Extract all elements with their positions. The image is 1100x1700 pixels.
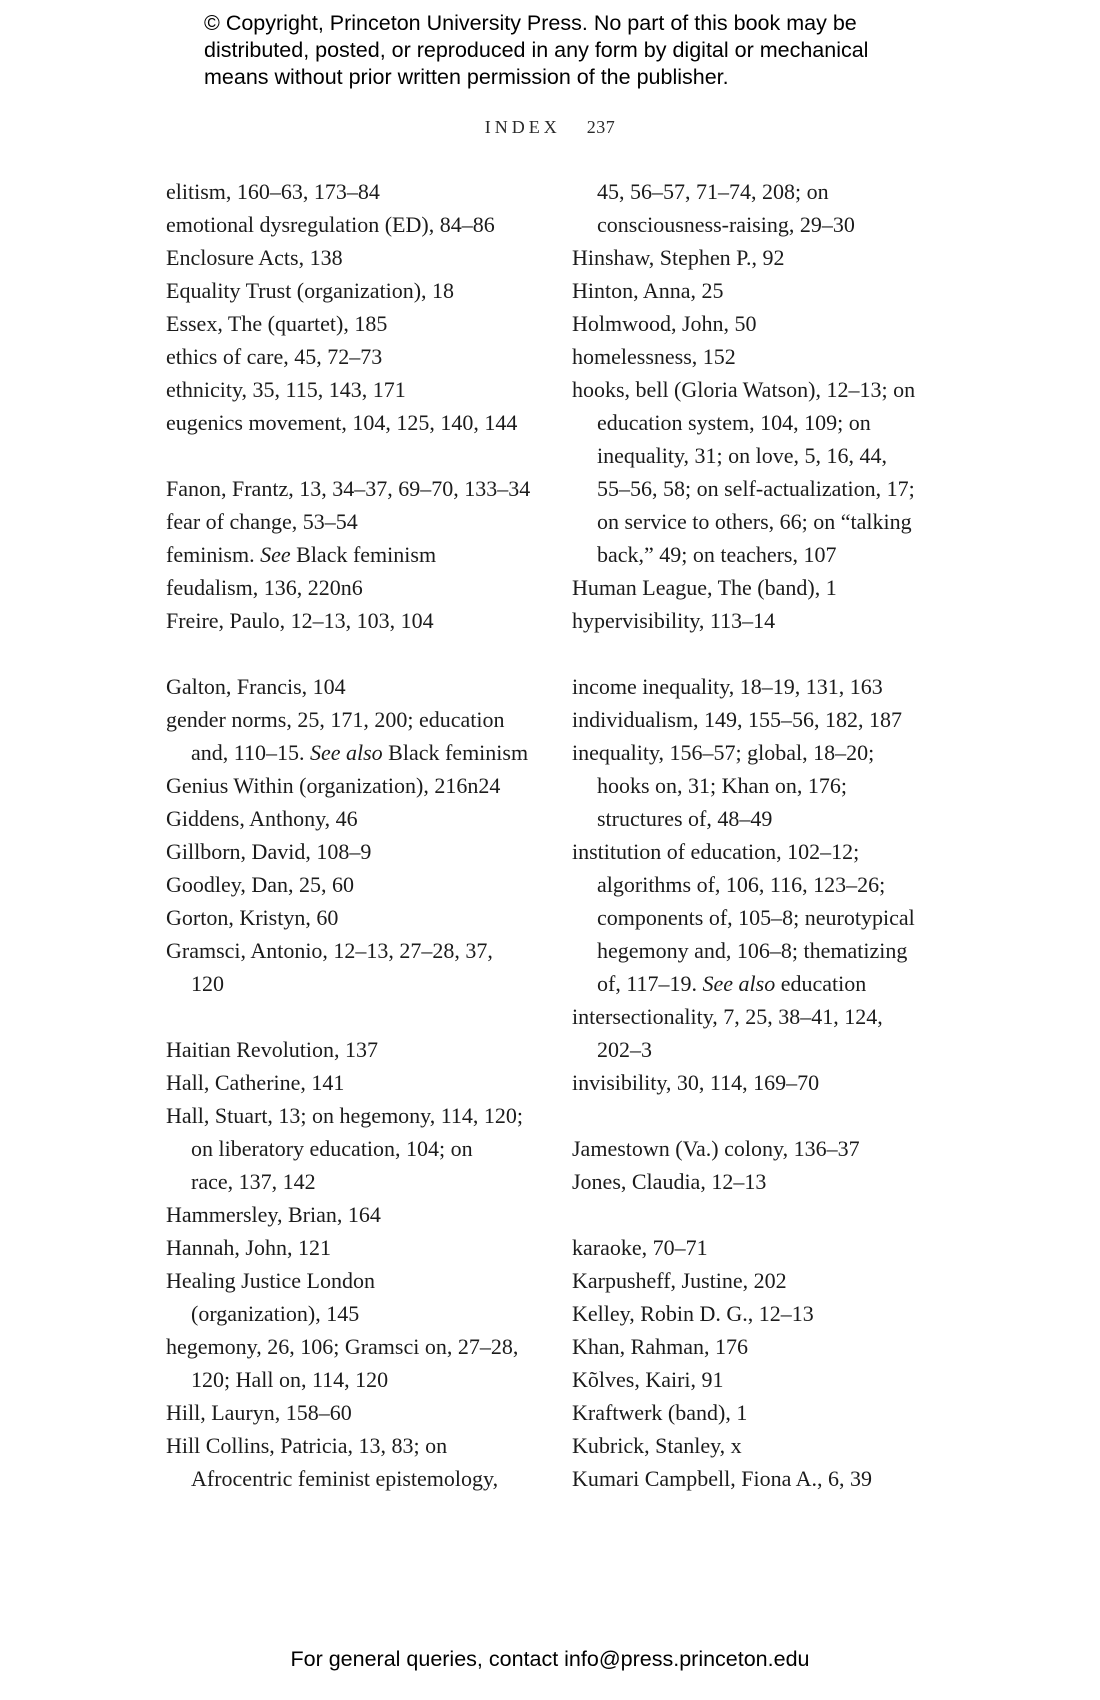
entry-text: consciousness-raising, 29–30	[597, 212, 855, 237]
index-entry	[166, 1033, 546, 1066]
index-subentry-line	[572, 538, 952, 571]
copyright-line: means without prior written permission of the publisher.	[204, 65, 729, 89]
index-entry	[572, 1000, 952, 1033]
entry-text: Freire, Paulo, 12–13, 103, 104	[166, 608, 434, 633]
index-entry	[166, 802, 546, 835]
index-column-left	[166, 175, 546, 1495]
copyright-line: distributed, posted, or reproduced in any form by digital or mechanical	[204, 38, 869, 62]
page-number: 237	[586, 117, 616, 137]
index-entry	[166, 1231, 546, 1264]
index-column-right	[572, 175, 952, 1495]
index-entry	[166, 241, 546, 274]
index-entry	[572, 1066, 952, 1099]
running-head	[0, 114, 1100, 140]
index-entry	[572, 373, 952, 406]
entry-text: algorithms of, 106, 116, 123–26;	[597, 872, 886, 897]
entry-text: Gillborn, David, 108–9	[166, 839, 372, 864]
entry-text: invisibility, 30, 114, 169–70	[572, 1070, 820, 1095]
index-subentry-line	[166, 1165, 546, 1198]
index-subentry-line	[572, 505, 952, 538]
index-entry	[572, 703, 952, 736]
entry-text: feudalism, 136, 220n6	[166, 575, 363, 600]
entry-text: on service to others, 66; on “talking	[597, 509, 912, 534]
cross-reference-term: See	[260, 542, 291, 567]
letter-gap	[166, 637, 546, 670]
index-subentry-line	[166, 1363, 546, 1396]
entry-text: Goodley, Dan, 25, 60	[166, 872, 354, 897]
entry-text: individualism, 149, 155–56, 182, 187	[572, 707, 902, 732]
entry-text: income inequality, 18–19, 131, 163	[572, 674, 883, 699]
copyright-line: © Copyright, Princeton University Press. No part of this book may be	[204, 11, 857, 35]
index-entry	[166, 835, 546, 868]
index-entry	[572, 1396, 952, 1429]
entry-text: Jamestown (Va.) colony, 136–37	[572, 1136, 860, 1161]
entry-text: of, 117–19.	[597, 971, 703, 996]
entry-text: back,” 49; on teachers, 107	[597, 542, 837, 567]
index-subentry-line	[572, 901, 952, 934]
section-label: INDEX	[484, 117, 561, 137]
index-entry	[166, 538, 546, 571]
entry-text: karaoke, 70–71	[572, 1235, 708, 1260]
index-entry	[166, 1198, 546, 1231]
entry-text: Hall, Stuart, 13; on hegemony, 114, 120;	[166, 1103, 524, 1128]
index-entry	[166, 1429, 546, 1462]
index-subentry-line	[572, 802, 952, 835]
index-entry	[166, 472, 546, 505]
entry-text: hegemony and, 106–8; thematizing	[597, 938, 908, 963]
index-entry	[572, 1231, 952, 1264]
entry-text: 45, 56–57, 71–74, 208; on	[597, 179, 829, 204]
index-entry	[166, 505, 546, 538]
entry-text: 120; Hall on, 114, 120	[191, 1367, 389, 1392]
index-entry	[166, 1264, 546, 1297]
entry-text: hooks on, 31; Khan on, 176;	[597, 773, 847, 798]
index-entry	[572, 1264, 952, 1297]
index-entry	[166, 307, 546, 340]
entry-text: Black feminism	[382, 740, 529, 765]
index-entry	[572, 1330, 952, 1363]
entry-text: components of, 105–8; neurotypical	[597, 905, 915, 930]
index-entry	[166, 670, 546, 703]
entry-text: inequality, 31; on love, 5, 16, 44,	[597, 443, 888, 468]
entry-text: Fanon, Frantz, 13, 34–37, 69–70, 133–34	[166, 476, 531, 501]
entry-text: race, 137, 142	[191, 1169, 316, 1194]
index-subentry-line	[166, 736, 546, 769]
entry-text: ethics of care, 45, 72–73	[166, 344, 383, 369]
index-subentry-line	[166, 1132, 546, 1165]
entry-text: homelessness, 152	[572, 344, 736, 369]
index-entry	[166, 1099, 546, 1132]
entry-text: eugenics movement, 104, 125, 140, 144	[166, 410, 518, 435]
entry-text: Hannah, John, 121	[166, 1235, 331, 1260]
index-entry	[572, 1462, 952, 1495]
index-entry	[572, 340, 952, 373]
index-subentry-line	[572, 868, 952, 901]
index-subentry-line	[572, 967, 952, 1000]
entry-text: 55–56, 58; on self-actualization, 17;	[597, 476, 915, 501]
index-entry	[572, 307, 952, 340]
index-subentry-line	[572, 208, 952, 241]
entry-text: inequality, 156–57; global, 18–20;	[572, 740, 875, 765]
letter-gap	[166, 439, 546, 472]
entry-text: Gramsci, Antonio, 12–13, 27–28, 37,	[166, 938, 493, 963]
entry-text: Hammersley, Brian, 164	[166, 1202, 381, 1227]
entry-text: Human League, The (band), 1	[572, 575, 837, 600]
index-entry	[166, 769, 546, 802]
entry-text: feminism.	[166, 542, 261, 567]
cross-reference-term: See also	[702, 971, 776, 996]
index-entry	[166, 1396, 546, 1429]
entry-text: Enclosure Acts, 138	[166, 245, 343, 270]
index-entry	[166, 175, 546, 208]
entry-text: Afrocentric feminist epistemology,	[191, 1466, 499, 1491]
letter-gap	[572, 1198, 952, 1231]
entry-text: Equality Trust (organization), 18	[166, 278, 455, 303]
index-subentry-line	[572, 472, 952, 505]
entry-text: Hinton, Anna, 25	[572, 278, 724, 303]
entry-text: hooks, bell (Gloria Watson), 12–13; on	[572, 377, 916, 402]
entry-text: intersectionality, 7, 25, 38–41, 124,	[572, 1004, 883, 1029]
entry-text: (organization), 145	[191, 1301, 360, 1326]
entry-text: Black feminism	[290, 542, 437, 567]
index-subentry-line	[572, 1033, 952, 1066]
entry-text: gender norms, 25, 171, 200; education	[166, 707, 505, 732]
entry-text: Holmwood, John, 50	[572, 311, 757, 336]
entry-text: Hill, Lauryn, 158–60	[166, 1400, 352, 1425]
entry-text: 202–3	[597, 1037, 652, 1062]
entry-text: Kubrick, Stanley, x	[572, 1433, 742, 1458]
entry-text: Karpusheff, Justine, 202	[572, 1268, 787, 1293]
index-subentry-line	[166, 1297, 546, 1330]
index-entry	[572, 274, 952, 307]
index-entry	[572, 1297, 952, 1330]
entry-text: Genius Within (organization), 216n24	[166, 773, 501, 798]
index-entry	[572, 736, 952, 769]
entry-text: Healing Justice London	[166, 1268, 375, 1293]
index-entry	[166, 934, 546, 967]
entry-text: hegemony, 26, 106; Gramsci on, 27–28,	[166, 1334, 519, 1359]
index-entry	[166, 604, 546, 637]
index-entry	[166, 868, 546, 901]
entry-text: Kelley, Robin D. G., 12–13	[572, 1301, 814, 1326]
entry-text: education	[775, 971, 867, 996]
index-subentry-line	[166, 967, 546, 1000]
entry-text: elitism, 160–63, 173–84	[166, 179, 380, 204]
entry-text: Kumari Campbell, Fiona A., 6, 39	[572, 1466, 873, 1491]
index-subentry-line	[572, 175, 952, 208]
index-entry	[572, 1363, 952, 1396]
entry-text: emotional dysregulation (ED), 84–86	[166, 212, 495, 237]
entry-text: Khan, Rahman, 176	[572, 1334, 748, 1359]
entry-text: on liberatory education, 104; on	[191, 1136, 473, 1161]
index-entry	[572, 241, 952, 274]
index-entry	[572, 571, 952, 604]
entry-text: education system, 104, 109; on	[597, 410, 871, 435]
entry-text: 120	[191, 971, 224, 996]
entry-text: Gorton, Kristyn, 60	[166, 905, 339, 930]
index-entry	[166, 901, 546, 934]
index-entry	[572, 670, 952, 703]
index-entry	[166, 406, 546, 439]
index-entry	[166, 1330, 546, 1363]
entry-text: and, 110–15.	[191, 740, 310, 765]
entry-text: Giddens, Anthony, 46	[166, 806, 358, 831]
entry-text: Kraftwerk (band), 1	[572, 1400, 748, 1425]
entry-text: fear of change, 53–54	[166, 509, 358, 534]
index-entry	[166, 1066, 546, 1099]
entry-text: Jones, Claudia, 12–13	[572, 1169, 767, 1194]
cross-reference-term: See also	[309, 740, 383, 765]
index-entry	[166, 340, 546, 373]
index-entry	[572, 835, 952, 868]
letter-gap	[572, 637, 952, 670]
index-entry	[166, 373, 546, 406]
entry-text: structures of, 48–49	[597, 806, 773, 831]
entry-text: Kõlves, Kairi, 91	[572, 1367, 724, 1392]
entry-text: Galton, Francis, 104	[166, 674, 346, 699]
index-subentry-line	[166, 1462, 546, 1495]
entry-text: hypervisibility, 113–14	[572, 608, 776, 633]
letter-gap	[166, 1000, 546, 1033]
index-entry	[572, 604, 952, 637]
entry-text: Hall, Catherine, 141	[166, 1070, 345, 1095]
index-subentry-line	[572, 769, 952, 802]
letter-gap	[572, 1099, 952, 1132]
entry-text: ethnicity, 35, 115, 143, 171	[166, 377, 406, 402]
index-entry	[166, 571, 546, 604]
index-entry	[166, 703, 546, 736]
index-entry	[572, 1429, 952, 1462]
entry-text: Haitian Revolution, 137	[166, 1037, 379, 1062]
index-entry	[572, 1165, 952, 1198]
entry-text: Hill Collins, Patricia, 13, 83; on	[166, 1433, 448, 1458]
index-subentry-line	[572, 406, 952, 439]
index-subentry-line	[572, 934, 952, 967]
entry-text: Essex, The (quartet), 185	[166, 311, 388, 336]
copyright-notice	[204, 10, 964, 91]
index-entry	[166, 208, 546, 241]
index-entry	[166, 274, 546, 307]
footer-contact: For general queries, contact info@press.princeton.edu	[290, 1647, 810, 1671]
entry-text: Hinshaw, Stephen P., 92	[572, 245, 785, 270]
entry-text: institution of education, 102–12;	[572, 839, 860, 864]
index-entry	[572, 1132, 952, 1165]
index-subentry-line	[572, 439, 952, 472]
